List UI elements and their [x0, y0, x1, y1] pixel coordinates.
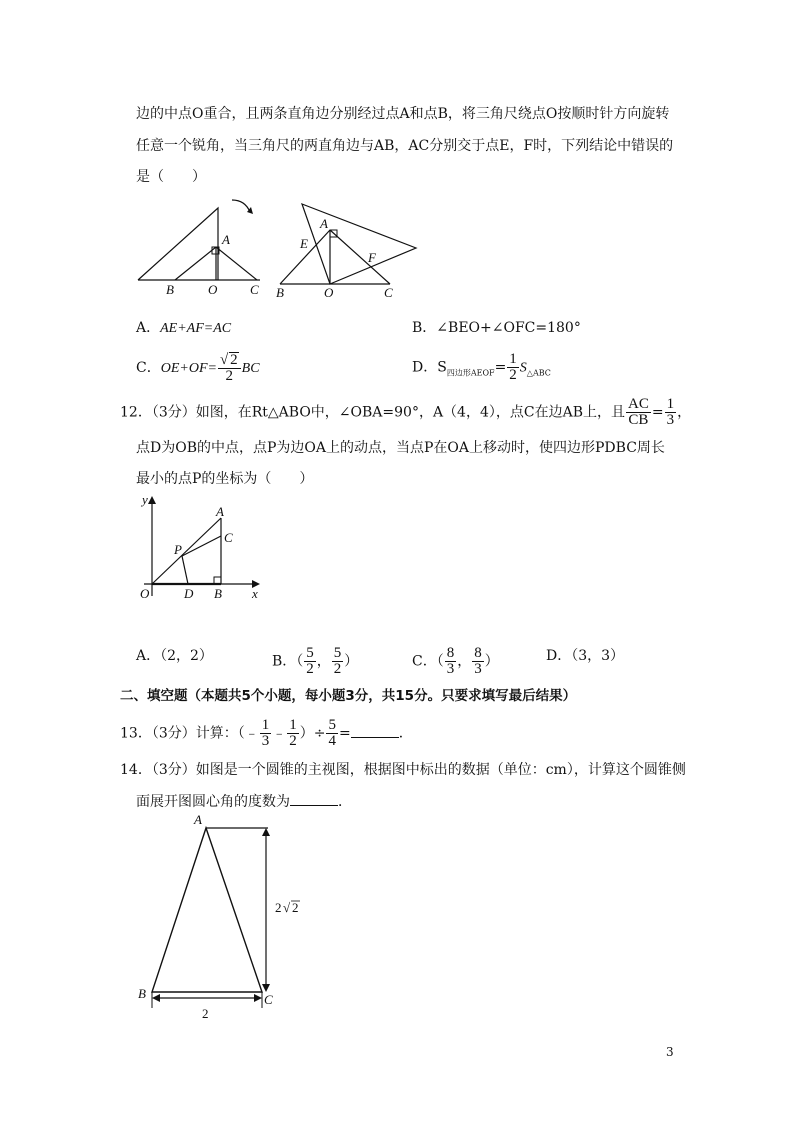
- segment-pd: [182, 556, 188, 584]
- q12-label-o: O: [140, 586, 150, 601]
- q14-label-c: C: [264, 992, 273, 1007]
- q11-option-b: B．∠BEO+∠OFC=180°: [412, 320, 581, 336]
- fig2-label-b: B: [276, 285, 284, 300]
- q12-text-line2: 点D为OB的中点，点P为边OA上的动点，当点P在OA上移动时，使四边形PDBC周长: [136, 440, 665, 456]
- fig2-line-ac: [330, 230, 390, 284]
- base-length-label: 2: [202, 1006, 209, 1021]
- section-heading-fill-blank: 二、填空题（本题共5个小题，每小题3分，共15分。只要求填写最后结果）: [120, 688, 577, 704]
- q11-figure-left: [130, 192, 280, 302]
- q12-label-a: A: [216, 504, 224, 519]
- height-arrow-top: [262, 828, 270, 836]
- segment-oa: [152, 518, 221, 584]
- q14-label-b: B: [138, 986, 146, 1001]
- height-label-coef: 2: [275, 900, 282, 915]
- q14-text-line2: 面展开图圆心角的度数为 ．: [136, 791, 352, 812]
- fig2-label-c: C: [384, 285, 393, 300]
- height-arrow-bottom: [262, 984, 270, 992]
- base-arrow-right: [254, 994, 262, 1002]
- q12-label-c: C: [224, 530, 233, 545]
- q11-option-c: C．OE+OF= $\frac{√ 2}{2}$ BC: [136, 352, 260, 384]
- fig1-label-b: B: [166, 282, 174, 297]
- q11-text-line3: 是（ ）: [136, 169, 206, 185]
- q14-cone-figure: [132, 808, 322, 1024]
- q11-text-line1: 边的中点O重合，且两条直角边分别经过点A和点B，将三角尺绕点O按顺时针方向旋转: [136, 106, 670, 122]
- fig2-label-e: E: [300, 236, 308, 251]
- q14-label-a: A: [194, 812, 202, 827]
- q11-option-d: D．$S_{四边形AEOF}=$ $\frac{1}{2}$ $S_{\triangle ABC}$: [412, 351, 551, 383]
- cone-front-view: [152, 828, 262, 992]
- fig1-label-o: O: [208, 282, 218, 297]
- fig1-label-a: A: [222, 232, 230, 247]
- set-square-left: [138, 208, 218, 280]
- q11-figure-right: [272, 198, 422, 302]
- base-arrow-left: [152, 994, 160, 1002]
- segment-pc: [182, 536, 221, 556]
- page-number: 3: [666, 1045, 674, 1059]
- fig2-label-a: A: [320, 216, 328, 231]
- q11-text-line2: 任意一个锐角，当三角尺的两直角边与AB，AC分别交于点E，F时，下列结论中错误的: [136, 138, 674, 154]
- q12-text-line3: 最小的点P的坐标为（ ）: [136, 471, 314, 487]
- q12-option-b: B．（ $\frac{5}{2}$ ， $\frac{5}{2}$ ）: [272, 645, 359, 677]
- q12-label-d: D: [184, 586, 194, 601]
- q14-text-line1: 14．（3分）如图是一个圆锥的主视图，根据图中标出的数据（单位：cm），计算这个圆锥侧: [120, 762, 686, 778]
- q12-text-line1: 12．（3分）如图，在Rt△ABO中，∠OBA=90°，A（4，4），点C在边AB上，且 $\frac{AC}{CB}$ = $\frac{1}{3}$ ，: [120, 396, 692, 428]
- rotation-arrow: [232, 200, 250, 212]
- q13-answer-blank[interactable]: [351, 723, 399, 738]
- fig1-line-ac: [216, 247, 257, 280]
- q12-option-c: C．（ $\frac{8}{3}$ ， $\frac{8}{3}$ ）: [412, 645, 499, 677]
- q12-option-a: A．（2，2）: [136, 648, 213, 664]
- q14-answer-blank[interactable]: [290, 791, 338, 806]
- q12-figure: [132, 492, 272, 604]
- fig1-label-c: C: [250, 282, 259, 297]
- fig1-line-ba: [175, 247, 216, 280]
- q12-label-p: P: [174, 542, 182, 557]
- q12-label-x: x: [252, 586, 258, 601]
- q12-option-d: D．（3，3）: [546, 648, 625, 664]
- q11-option-a: A．AE+AF=AC: [136, 320, 232, 336]
- height-label-radicand: 2: [292, 900, 299, 915]
- q12-label-y: y: [142, 492, 148, 507]
- height-label-radical-sign: √: [283, 900, 291, 915]
- fig2-label-o: O: [324, 285, 334, 300]
- q13-text: 13．（3分）计算：（﹣ $\frac{1}{3}$ ﹣ $\frac{1}{2}$ ）÷ $\frac{5}{4}$ = ．: [120, 717, 413, 749]
- q12-label-b: B: [214, 586, 222, 601]
- fig2-label-f: F: [368, 250, 376, 265]
- y-axis-arrow: [148, 496, 156, 504]
